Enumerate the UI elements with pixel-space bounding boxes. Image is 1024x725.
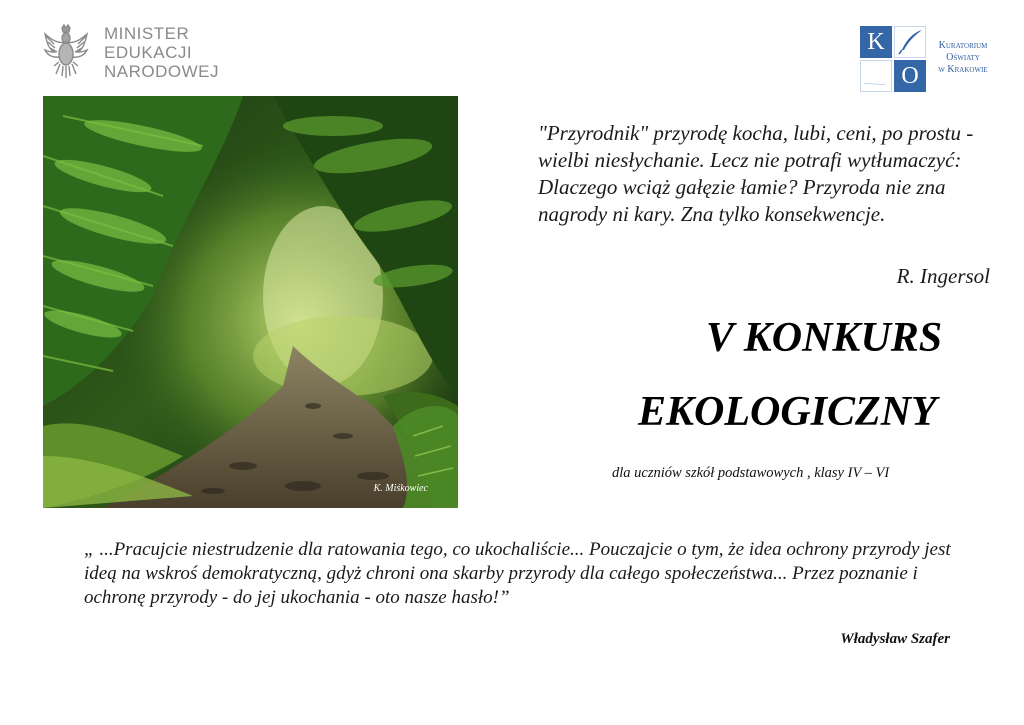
- kuratorium-line: Kuratorium: [938, 40, 988, 51]
- eagle-emblem-icon: [42, 24, 90, 80]
- szafer-quote: „ ...Pracujcie niestrudzenie dla ratowania tego, co ukochaliście... Pouczajcie o tym, że idea ochrony przyrody jest ideą na wskroś demokratyczną, gdyż chroni ona skarby przyrody dla całego społeczeństwa... Przez poznanie i ochronę przyrody - do jej ukochania - oto nasze hasło!”: [84, 539, 951, 608]
- contest-subtitle: dla uczniów szkół podstawowych , klasy IV – VI: [612, 465, 890, 481]
- ingersoll-quote: "Przyrodnik" przyrodę kocha, lubi, ceni, po prostu - wielbi niesłychanie. Lecz nie potrafi wytłumaczyć: Dlaczego wciąż gałęzie łamie? Przyroda nie zna nagrody ni kary. Zna tylko konsekwencje.: [538, 121, 974, 226]
- ministry-line: MINISTER: [104, 24, 190, 43]
- ko-emblem: [858, 24, 928, 94]
- szafer-quote-author: Władysław Szafer: [840, 631, 950, 647]
- ingersoll-quote-author: R. Ingersol: [896, 264, 990, 288]
- kuratorium-line: Oświaty: [946, 52, 980, 63]
- kuratorium-logo: [858, 24, 998, 94]
- contest-title-line2: EKOLOGICZNY: [638, 389, 937, 435]
- quill-pen-icon: [894, 26, 926, 58]
- ko-blank-cell: [860, 60, 892, 92]
- contest-title-line1: V KONKURS: [706, 315, 943, 361]
- ministry-name: [104, 24, 219, 81]
- ko-letter-o: O: [894, 60, 926, 92]
- kuratorium-name: [930, 40, 996, 76]
- forest-path-photo: [43, 96, 458, 508]
- ministry-logo: [42, 24, 242, 84]
- photo-credit: K. Miśkowiec: [373, 483, 428, 494]
- ministry-line: NARODOWEJ: [104, 62, 219, 81]
- kuratorium-line: w Krakowie: [938, 64, 988, 75]
- ko-letter-k: K: [860, 26, 892, 58]
- ministry-line: EDUKACJI: [104, 43, 193, 62]
